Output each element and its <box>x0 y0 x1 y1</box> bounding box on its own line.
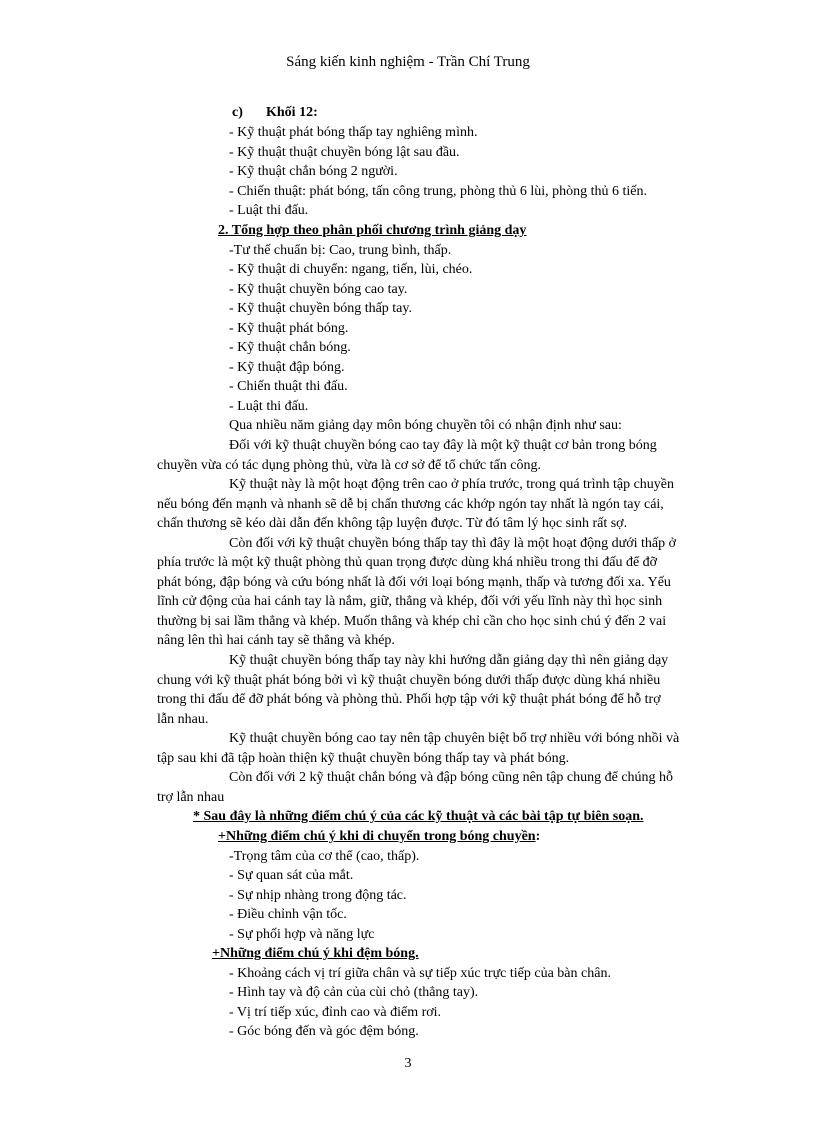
list-item: - Kỹ thuật phát bóng thấp tay nghiêng mình. <box>229 125 478 140</box>
paragraph-line: nếu bóng đến mạnh và nhanh sẽ dễ bị chấn thương các khớp ngón tay nhất là ngón tay cái, <box>157 497 664 512</box>
list-item: - Kỹ thuật phát bóng. <box>229 321 349 336</box>
list-item: - Hình tay và độ cản của cùi chỏ (thẳng tay). <box>229 985 479 1000</box>
list-item: -Trọng tâm của cơ thể (cao, thấp). <box>229 849 420 864</box>
list-item: - Sự nhịp nhàng trong động tác. <box>229 888 407 903</box>
list-item: - Luật thi đấu. <box>229 399 309 414</box>
list-item: - Kỹ thuật đập bóng. <box>229 360 345 375</box>
notes-heading: * Sau đây là những điểm chú ý của các kỹ thuật và các bài tập tự biên soạn. <box>193 809 644 824</box>
list-item: - Kỹ thuật chắn bóng. <box>229 340 351 355</box>
paragraph-line: phía trước là một kỹ thuật phòng thủ quan trọng được dùng khá nhiều trong thi đấu để đỡ <box>157 555 658 570</box>
movement-colon: : <box>535 829 541 844</box>
list-item: - Chiến thuật: phát bóng, tấn công trung, phòng thủ 6 lùi, phòng thủ 6 tiến. <box>229 184 648 199</box>
movement-title: +Những điểm chú ý khi di chuyển trong bóng chuyền <box>218 829 536 844</box>
paragraph-line: chấn thương sẽ kéo dài dẫn đến không tập luyện được. Từ đó tâm lý học sinh rất sợ. <box>157 516 628 531</box>
list-item: - Điều chỉnh vận tốc. <box>229 907 347 922</box>
paragraph-line: chuyền vừa có tác dụng phòng thủ, vừa là cơ sở để tổ chức tấn công. <box>157 458 541 473</box>
list-item: - Luật thi đấu. <box>229 203 309 218</box>
list-item: - Góc bóng đến và góc đệm bóng. <box>229 1024 419 1039</box>
paragraph-line: Đối với kỹ thuật chuyền bóng cao tay đây là một kỹ thuật cơ bản trong bóng <box>229 438 657 453</box>
list-item: - Kỹ thuật chắn bóng 2 người. <box>229 164 398 179</box>
section-c-heading <box>232 104 318 122</box>
paragraph-line: Còn đối với kỹ thuật chuyền bóng thấp tay thì đây là một hoạt động dưới thấp ở <box>229 536 677 551</box>
list-item: - Chiến thuật thi đấu. <box>229 379 348 394</box>
paragraph-line: trợ lẫn nhau <box>157 790 225 805</box>
paragraph-line: Qua nhiều năm giảng dạy môn bóng chuyền tôi có nhận định như sau: <box>229 418 622 433</box>
movement-heading <box>218 828 540 846</box>
list-item: -Tư thế chuẩn bị: Cao, trung bình, thấp. <box>229 243 452 258</box>
paragraph-line: phát bóng, đập bóng và cứu bóng nhất là đối với loại bóng mạnh, thấp và tương đối xa. Yếu <box>157 575 671 590</box>
list-item: - Sự quan sát của mắt. <box>229 868 354 883</box>
page-header: Sáng kiến kinh nghiệm - Trần Chí Trung <box>286 54 530 70</box>
page-number: 3 <box>404 1056 412 1071</box>
list-item: - Vị trí tiếp xúc, đỉnh cao và điểm rơi. <box>229 1005 442 1020</box>
list-item: - Kỹ thuật thuật chuyền bóng lật sau đầu. <box>229 145 460 160</box>
paragraph-line: Còn đối với 2 kỹ thuật chắn bóng và đập bóng cũng nên tập chung để chúng hỗ <box>229 770 674 785</box>
paragraph-line: chung với kỹ thuật phát bóng bởi vì kỹ thuật chuyền bóng dưới thấp được dùng khá nhiều <box>157 673 661 688</box>
paragraph-line: tập sau khi đã tập hoàn thiện kỹ thuật chuyền bóng thấp tay và phát bóng. <box>157 751 570 766</box>
paragraph-line: Kỹ thuật chuyền bóng cao tay nên tập chuyên biệt bổ trợ nhiều với bóng nhồi và <box>229 731 680 746</box>
padding-title: +Những điểm chú ý khi đệm bóng. <box>212 946 419 961</box>
paragraph-line: Kỹ thuật này là một hoạt động trên cao ở phía trước, trong quá trình tập chuyền <box>229 477 674 492</box>
paragraph-line: Kỹ thuật chuyền bóng thấp tay này khi hướng dẫn giảng dạy thì nên giảng dạy <box>229 653 669 668</box>
paragraph-line: nâng lên thì hai cánh tay sẽ thẳng và khép. <box>157 633 395 648</box>
paragraph-line: lĩnh cử động của hai cánh tay là nắm, giữ, thẳng và khép, đối với yếu lĩnh này thì học sinh <box>157 594 663 609</box>
list-item: - Kỹ thuật di chuyển: ngang, tiến, lùi, chéo. <box>229 262 473 277</box>
paragraph-line: lẫn nhau. <box>157 712 209 727</box>
section-2-title: 2. Tổng hợp theo phân phối chương trình giảng dạy <box>218 223 527 238</box>
list-item: - Kỹ thuật chuyền bóng thấp tay. <box>229 301 412 316</box>
list-item: - Khoảng cách vị trí giữa chân và sự tiếp xúc trực tiếp của bàn chân. <box>229 966 611 981</box>
list-item: - Sự phối hợp và năng lực <box>229 927 375 942</box>
list-item: - Kỹ thuật chuyền bóng cao tay. <box>229 282 408 297</box>
section-c-title: Khối 12: <box>266 105 318 120</box>
paragraph-line: thường bị sai lầm thẳng và khép. Muốn thẳng và khép chỉ cần cho học sinh chú ý đến 2 vai <box>157 614 667 629</box>
section-c-label: c) <box>232 105 243 120</box>
paragraph-line: trong thi đấu để đỡ phát bóng và phòng thủ. Phối hợp tập với kỹ thuật phát bóng để hỗ trợ <box>157 692 661 707</box>
